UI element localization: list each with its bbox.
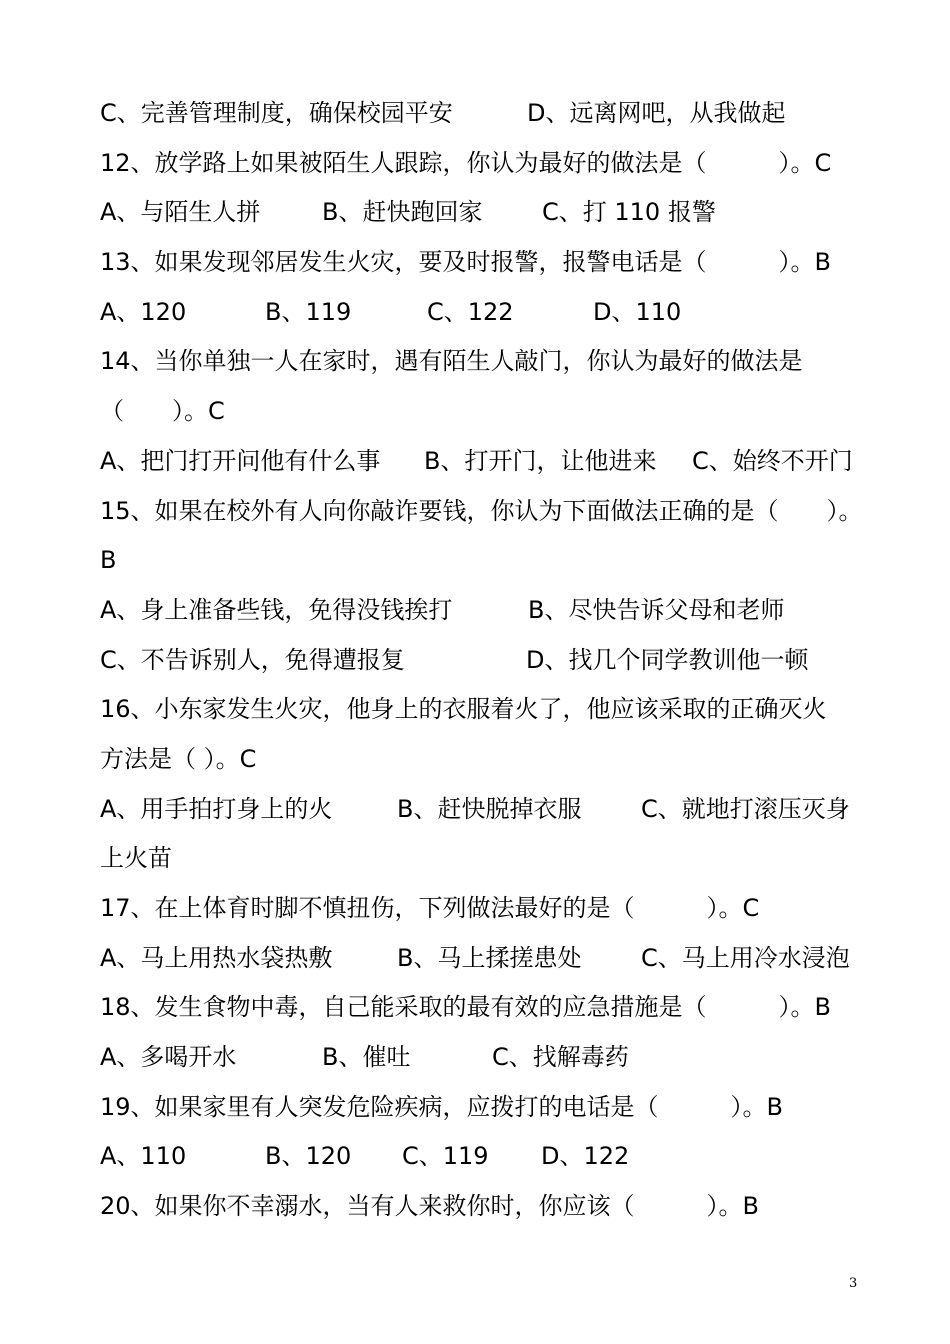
option-d: D、找几个同学教训他一顿 bbox=[526, 645, 809, 674]
option-line bbox=[100, 636, 864, 686]
option-b: B、打开门，让他进来 bbox=[424, 446, 657, 475]
option-line bbox=[100, 1132, 864, 1182]
question-14-continued bbox=[100, 387, 864, 437]
question-text: 12、放学路上如果被陌生人跟踪，你认为最好的做法是（ ）。C bbox=[100, 148, 832, 177]
option-a: A、与陌生人拼 bbox=[100, 198, 261, 227]
option-line bbox=[100, 934, 864, 984]
question-text-continued: 方法是（ ）。C bbox=[100, 744, 257, 773]
option-line bbox=[100, 1033, 864, 1083]
question-12 bbox=[100, 139, 864, 189]
option-c: C、119 bbox=[402, 1142, 489, 1171]
question-text-continued: （ ）。C bbox=[100, 397, 225, 426]
option-line bbox=[100, 288, 864, 338]
question-18 bbox=[100, 983, 864, 1033]
option-c: C、始终不开门 bbox=[692, 446, 853, 475]
option-c-continued: 上火苗 bbox=[100, 844, 172, 873]
option-b: B、马上揉搓患处 bbox=[397, 943, 582, 972]
question-15-answer bbox=[100, 536, 864, 586]
question-text: 20、如果你不幸溺水，当有人来救你时，你应该（ ）。B bbox=[100, 1192, 760, 1221]
option-line bbox=[100, 785, 864, 835]
question-text: 18、发生食物中毒，自己能采取的最有效的应急措施是（ ）。B bbox=[100, 993, 832, 1022]
question-text: 16、小东家发生火灾，他身上的衣服着火了，他应该采取的正确灭火 bbox=[100, 695, 827, 724]
option-a: A、把门打开问他有什么事 bbox=[100, 446, 381, 475]
question-text: 15、如果在校外有人向你敲诈要钱，你认为下面做法正确的是（ ）。 bbox=[100, 496, 863, 525]
page-number: 3 bbox=[849, 1276, 858, 1291]
question-text: 17、在上体育时脚不慎扭伤，下列做法最好的是（ ）。C bbox=[100, 894, 760, 922]
option-d: D、远离网吧，从我做起 bbox=[527, 99, 786, 127]
question-text: 14、当你单独一人在家时，遇有陌生人敲门，你认为最好的做法是 bbox=[100, 347, 803, 376]
option-a: A、身上准备些钱，免得没钱挨打 bbox=[100, 595, 453, 624]
question-13 bbox=[100, 238, 864, 288]
option-a: A、用手拍打身上的火 bbox=[100, 794, 333, 823]
option-d: D、122 bbox=[541, 1142, 630, 1171]
option-d: D、110 bbox=[593, 297, 682, 326]
option-b: B、120 bbox=[265, 1142, 352, 1171]
option-b: B、119 bbox=[265, 297, 352, 326]
option-c: C、打 110 报警 bbox=[542, 198, 716, 227]
option-b: B、赶快脱掉衣服 bbox=[397, 794, 582, 823]
question-19 bbox=[100, 1083, 864, 1133]
option-continued bbox=[100, 834, 864, 884]
option-c: C、不告诉别人，免得遭报复 bbox=[100, 645, 405, 674]
option-line bbox=[100, 586, 864, 636]
option-a: A、马上用热水袋热敷 bbox=[100, 943, 333, 972]
option-line bbox=[100, 89, 864, 139]
option-line bbox=[100, 188, 864, 238]
question-16-continued bbox=[100, 735, 864, 785]
answer-text: B bbox=[100, 546, 117, 575]
question-text: 13、如果发现邻居发生火灾，要及时报警，报警电话是（ ）。B bbox=[100, 248, 832, 277]
option-c: C、找解毒药 bbox=[492, 1043, 629, 1072]
question-15 bbox=[100, 487, 864, 537]
question-16 bbox=[100, 685, 864, 735]
question-text: 19、如果家里有人突发危险疾病，应拨打的电话是（ ）。B bbox=[100, 1092, 784, 1121]
option-c: C、马上用冷水浸泡 bbox=[641, 943, 850, 972]
option-a: A、110 bbox=[100, 1142, 187, 1171]
question-17 bbox=[100, 884, 864, 934]
option-b: B、尽快告诉父母和老师 bbox=[528, 595, 785, 624]
option-c: C、完善管理制度，确保校园平安 bbox=[100, 99, 453, 127]
question-list bbox=[100, 89, 864, 1232]
option-c: C、122 bbox=[427, 297, 514, 326]
option-line bbox=[100, 437, 864, 487]
question-14 bbox=[100, 337, 864, 387]
option-a: A、多喝开水 bbox=[100, 1043, 237, 1072]
option-a: A、120 bbox=[100, 297, 187, 326]
option-b: B、催吐 bbox=[322, 1043, 411, 1072]
option-c: C、就地打滚压灭身 bbox=[641, 794, 850, 823]
option-b: B、赶快跑回家 bbox=[322, 198, 483, 227]
question-20 bbox=[100, 1182, 864, 1232]
